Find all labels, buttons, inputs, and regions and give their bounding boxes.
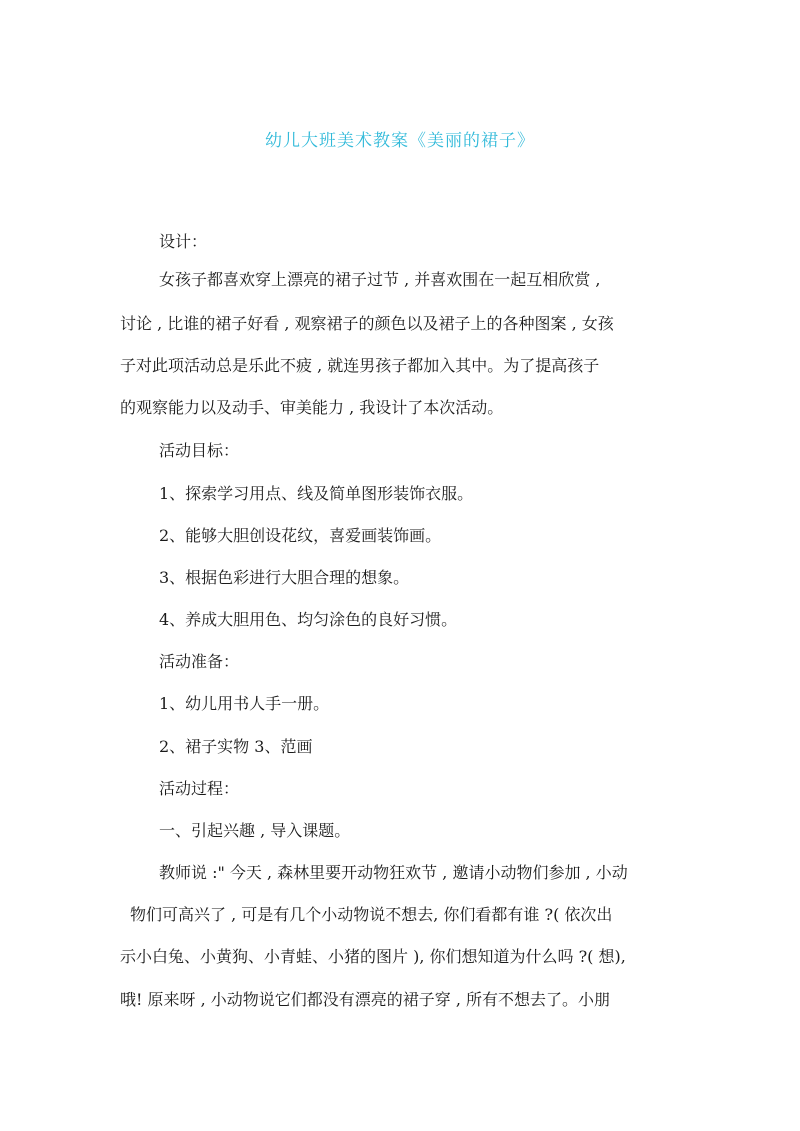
list-item: 1、幼儿用书人手一册。: [159, 694, 330, 713]
heading-goals: 活动目标：: [159, 441, 240, 460]
list-item: 3、根据色彩进行大胆合理的想象。: [159, 568, 410, 587]
paragraph-line: 哦! 原来呀 , 小动物说它们都没有漂亮的裙子穿 , 所有不想去了。小朋: [120, 990, 611, 1009]
section-heading: 一、引起兴趣 , 导入课题。: [159, 821, 351, 840]
heading-design: 设计：: [159, 232, 208, 251]
paragraph-line: 的观察能力以及动手、审美能力 , 我设计了本次活动。: [120, 398, 504, 417]
paragraph-line: 讨论 , 比谁的裙子好看 , 观察裙子的颜色以及裙子上的各种图案 , 女孩: [120, 314, 614, 333]
paragraph-line: 教师说 :" 今天 , 森林里要开动物狂欢节 , 邀请小动物们参加 , 小动: [159, 863, 628, 882]
list-item: 1、探索学习用点、线及简单图形装饰衣服。: [159, 484, 474, 503]
heading-preparation: 活动准备：: [159, 652, 240, 671]
paragraph-line: 子对此项活动总是乐此不疲 , 就连男孩子都加入其中。为了提高孩子: [120, 356, 600, 375]
document-title: 幼儿大班美术教案《美丽的裙子》: [265, 131, 535, 151]
paragraph-line: 物们可高兴了 , 可是有几个小动物说不想去, 你们看都有谁 ?( 依次出: [130, 905, 613, 924]
list-item: 4、养成大胆用色、均匀涂色的良好习惯。: [159, 610, 458, 629]
paragraph-line: 示小白兔、小黄狗、小青蛙、小猪的图片 ), 你们想知道为什么吗 ?( 想),: [120, 947, 626, 966]
list-item: 2、裙子实物 3、范画: [159, 737, 313, 756]
list-item: 2、能够大胆创设花纹，喜爱画装饰画。: [159, 526, 442, 545]
heading-process: 活动过程：: [159, 779, 240, 798]
paragraph-line: 女孩子都喜欢穿上漂亮的裙子过节 , 并喜欢围在一起互相欣赏 ,: [159, 270, 601, 289]
